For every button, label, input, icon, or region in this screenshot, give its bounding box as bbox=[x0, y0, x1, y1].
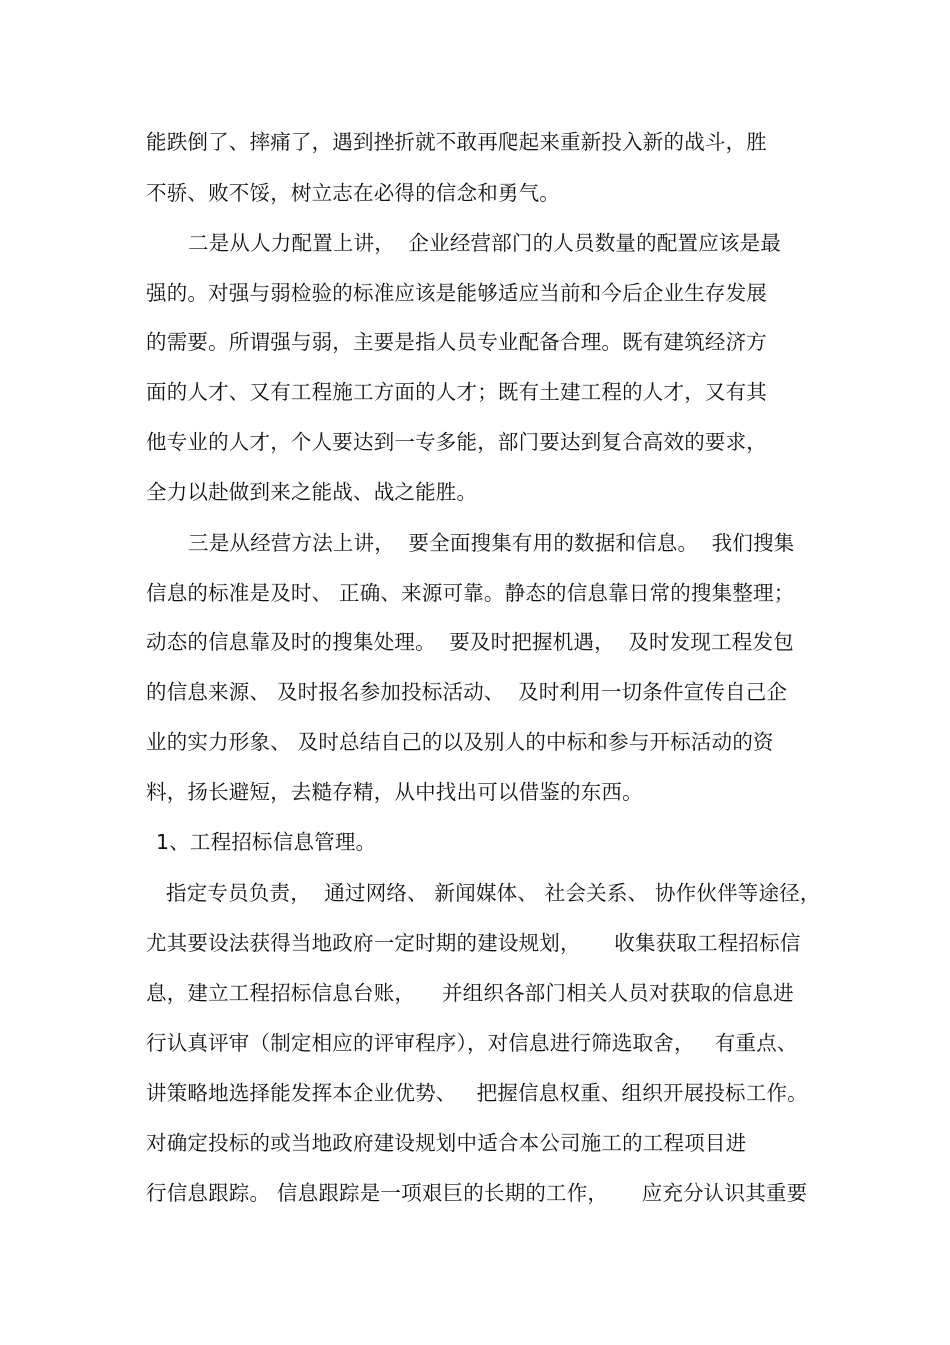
text-line: 对确定投标的或当地政府建设规划中适合本公司施工的工程项目进 bbox=[146, 1131, 747, 1155]
text-line: 二是从人力配置上讲， 企业经营部门的人员数量的配置应该是最 bbox=[188, 231, 782, 255]
text-line: 的需要。所谓强与弱，主要是指人员专业配备合理。既有建筑经济方 bbox=[146, 330, 767, 354]
text-line: 指定专员负责， 通过网络、 新闻媒体、 社会关系、 协作伙伴等途径， bbox=[166, 881, 821, 905]
text-line: 不骄、败不馁，树立志在必得的信念和勇气。 bbox=[146, 181, 560, 205]
section-heading: 1、工程招标信息管理。 bbox=[156, 830, 377, 854]
text-line: 全力以赴做到来之能战、战之能胜。 bbox=[146, 480, 478, 504]
text-line: 动态的信息靠及时的搜集处理。 要及时把握机遇， 及时发现工程发包 bbox=[146, 630, 794, 654]
text-line: 行信息跟踪。 信息跟踪是一项艰巨的长期的工作， 应充分认识其重要 bbox=[146, 1181, 808, 1205]
text-line: 尤其要设法获得当地政府一定时期的建设规划， 收集获取工程招标信 bbox=[146, 931, 801, 955]
text-line: 业的实力形象、 及时总结自己的以及别人的中标和参与开标活动的资 bbox=[146, 730, 774, 754]
text-line: 面的人才、又有工程施工方面的人才；既有土建工程的人才，又有其 bbox=[146, 380, 767, 404]
text-line: 强的。对强与弱检验的标准应该是能够适应当前和今后企业生存发展 bbox=[146, 281, 767, 305]
text-line: 讲策略地选择能发挥本企业优势、 把握信息权重、组织开展投标工作。 bbox=[146, 1081, 808, 1105]
text-line: 的信息来源、 及时报名参加投标活动、 及时利用一切条件宣传自己企 bbox=[146, 680, 788, 704]
text-line: 他专业的人才，个人要达到一专多能，部门要达到复合高效的要求， bbox=[146, 430, 767, 454]
text-line: 能跌倒了、摔痛了，遇到挫折就不敢再爬起来重新投入新的战斗，胜 bbox=[146, 130, 767, 154]
text-line: 息，建立工程招标信息台账， 并组织各部门相关人员对获取的信息进 bbox=[146, 981, 794, 1005]
text-line: 料，扬长避短，去糙存精，从中找出可以借鉴的东西。 bbox=[146, 780, 643, 804]
text-line: 信息的标准是及时、 正确、来源可靠。静态的信息靠日常的搜集整理； bbox=[146, 581, 795, 605]
text-line: 三是从经营方法上讲， 要全面搜集有用的数据和信息。 我们搜集 bbox=[188, 531, 795, 555]
text-line: 行认真评审（制定相应的评审程序），对信息进行筛选取舍， 有重点、 bbox=[146, 1031, 798, 1055]
